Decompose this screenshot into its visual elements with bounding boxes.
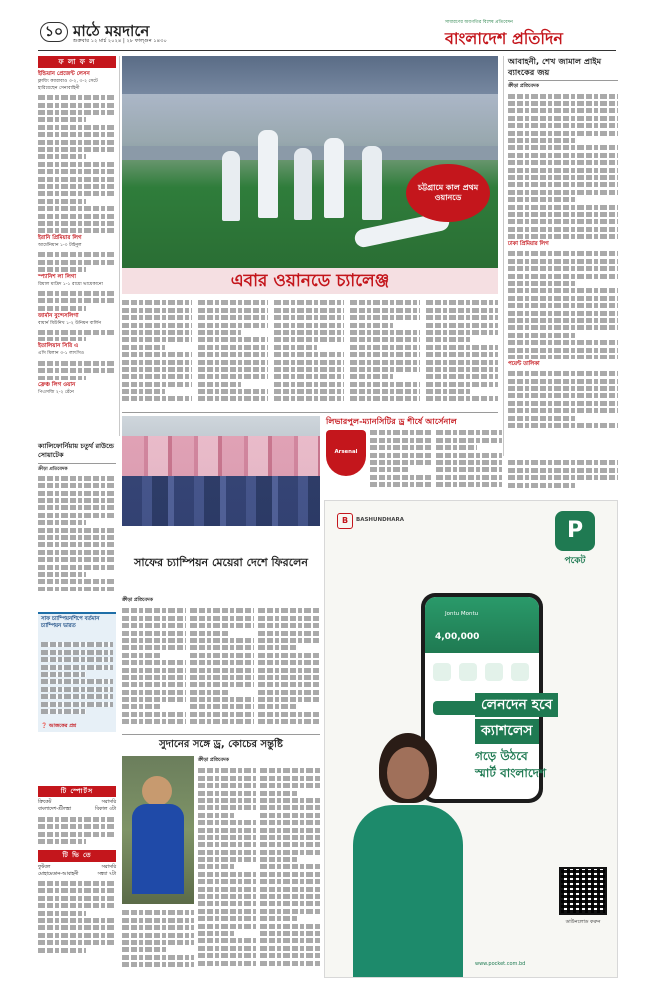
- sudan-match-photo: [122, 756, 194, 904]
- tv-row: বাংলাদেশ-শ্রীলঙ্কা বিকাল ৩টা: [38, 807, 116, 813]
- sudan-headline: সুদানের সঙ্গে ড্র, কোচের সন্তুষ্টি: [159, 739, 283, 750]
- liverpool-body-col1: [370, 428, 432, 496]
- send-money-icon[interactable]: [433, 663, 451, 681]
- qr-caption: ডাউনলোড করুন: [565, 919, 601, 925]
- saff-box-title: সাফ চ্যাম্পিয়নশিপে বর্তমান চ্যাম্পিয়ন ভারত: [41, 616, 100, 630]
- bashundhara-icon: B: [337, 513, 353, 529]
- results-item: ইরানি প্রিমিয়ার লিগ আর্মেনিয়ান ১-০ টাইনুল: [38, 235, 116, 272]
- liverpool-body-col2: [436, 428, 502, 496]
- results-item: ফ্রেঞ্চ লিগ ওয়ান পিএসজি ২-২ রেঁনে: [38, 382, 76, 396]
- sudan-body-col2: [260, 766, 320, 976]
- calendar-headline: ক্যালিফোর্নিয়ায় চতুর্থ রাউন্ডে সোয়াটেক: [38, 442, 115, 459]
- tv-title: টি স্পোর্টস: [38, 786, 116, 797]
- logo-tagline: সাধারণের অবগতির বিশেষ প্রতিবেদন: [445, 20, 513, 25]
- tv-row: মোহামেডান-আবাহনী সন্ধ্যা ৭টা: [38, 871, 116, 877]
- cash-out-icon[interactable]: [459, 663, 477, 681]
- right-lower-body: [508, 458, 618, 496]
- newspaper-logo: বাংলাদেশ প্রতিদিন: [445, 29, 563, 48]
- sudan-byline: ক্রীড়া প্রতিবেদক: [198, 758, 229, 763]
- section-title: মাঠে ময়দানে: [73, 22, 150, 40]
- ad-footer[interactable]: www.pocket.com.bd: [475, 961, 526, 967]
- aside-table2-title: পয়েন্ট তালিকা: [508, 361, 540, 368]
- saff-body-col3: [258, 606, 320, 730]
- page-number: ১০: [44, 23, 64, 40]
- results-item: জার্মান বুন্দেসলিগা বায়ার্ন মিউনিখ ১-২ উনিয়ন বার্লিন: [38, 313, 116, 342]
- results-item: ইতালিয়ান সিরি এ এসি মিলান ৩-১ লাৎসিও: [38, 343, 116, 380]
- calendar-byline: ক্রীড়া প্রতিবেদক: [38, 466, 68, 472]
- results-column: [38, 56, 116, 416]
- sudan-body-col1: [198, 766, 256, 976]
- photo-kicker: চট্টগ্রামে কাল প্রথম ওয়ানডে: [406, 164, 490, 222]
- liverpool-headline: লিভারপুল-ম্যানসিটির ড্র শীর্ষে আর্সেনাল: [326, 416, 457, 426]
- slogan-line2: ক্যাশলেস: [475, 719, 539, 743]
- pocket-app-icon: P: [555, 511, 595, 551]
- player-figure: [324, 138, 344, 218]
- slogan-line3: গড়ে উঠবে: [475, 748, 528, 763]
- quiz-link[interactable]: ❓ আজকের প্রশ্ন: [41, 722, 77, 729]
- player-figure: [294, 148, 312, 220]
- qr-code[interactable]: [559, 867, 607, 915]
- results-item: ইন্ডিয়ান প্রেজেন্ট লেসন ফ্লায়িং ক্যারাবাও ৩-২, ৩-২ সেটে হারিয়েছেন সেনাবাহিনী: [38, 71, 116, 233]
- player-figure: [362, 146, 382, 220]
- lead-body-col1: [122, 298, 192, 408]
- tv-row: ফুটবল সরাসরি: [38, 864, 116, 870]
- sudan-body-col0: [122, 908, 194, 976]
- calendar-story: [38, 442, 116, 591]
- ad-model-figure: [343, 733, 473, 978]
- lead-headline: এবার ওয়ানডে চ্যালেঞ্জ: [230, 270, 390, 291]
- tv-listing: [38, 786, 116, 976]
- pocket-app-name: পকেট: [564, 556, 586, 566]
- pocket-ad: [324, 500, 618, 978]
- saff-info-box: [38, 612, 116, 732]
- saff-body-col2: [190, 606, 254, 730]
- arsenal-crest-text: Arsenal: [334, 449, 358, 456]
- page-number-badge: [40, 22, 68, 42]
- results-item: স্প্যানিশ লা লিগা রিয়াল মাদ্রিদ ১-১ রায়ো ভায়েকানো: [38, 274, 116, 311]
- lead-body-col3: [274, 298, 344, 408]
- masthead: [0, 0, 650, 50]
- aside-table-title: ঢাকা প্রিমিয়ার লিগ: [508, 241, 549, 248]
- user-name: Jontu Montu: [445, 611, 479, 617]
- issue-date: শুক্রবার ১২ মার্চ ২০২৪ | ২৮ ফাল্গুন ১৪৩০: [73, 38, 167, 44]
- aside-story: [508, 56, 618, 433]
- aside-headline: আবাহনী, শেখ জামাল প্রাইম ব্যাংকের জয়: [508, 56, 602, 77]
- saff-body-col1: [122, 606, 186, 730]
- slogan-line1: লেনদেন হবে: [475, 693, 558, 717]
- lead-body-col2: [198, 298, 268, 408]
- saff-byline: ক্রীড়া প্রতিবেদক: [122, 598, 153, 603]
- player-figure: [222, 151, 240, 221]
- quiz-icon: ❓: [41, 722, 48, 729]
- results-title: ফ লা ফ ল: [38, 56, 116, 68]
- saff-team-photo: [122, 416, 320, 526]
- lead-headline-bar: [122, 268, 498, 294]
- tv-title-2: টি ভি তে: [38, 850, 116, 861]
- ad-slogan-box: [475, 693, 615, 823]
- saff-headline: সাফের চ্যাম্পিয়ন মেয়েরা দেশে ফিরলেন: [134, 556, 308, 569]
- lead-body-col4: [350, 298, 420, 408]
- aside-byline: ক্রীড়া প্রতিবেদক: [508, 84, 539, 90]
- tv-row: ক্রিকেট সরাসরি: [38, 800, 116, 806]
- slogan-line4: স্মার্ট বাংলাদেশ: [475, 765, 547, 780]
- payment-icon[interactable]: [511, 663, 529, 681]
- wallet-balance: 4,00,000: [435, 632, 480, 642]
- bashundhara-logo: B BASHUNDHARA: [337, 513, 404, 529]
- team-practice-photo: [122, 56, 498, 268]
- recharge-icon[interactable]: [485, 663, 503, 681]
- lead-body-col5: [426, 298, 498, 408]
- arsenal-crest: [326, 430, 366, 476]
- player-figure: [258, 130, 278, 218]
